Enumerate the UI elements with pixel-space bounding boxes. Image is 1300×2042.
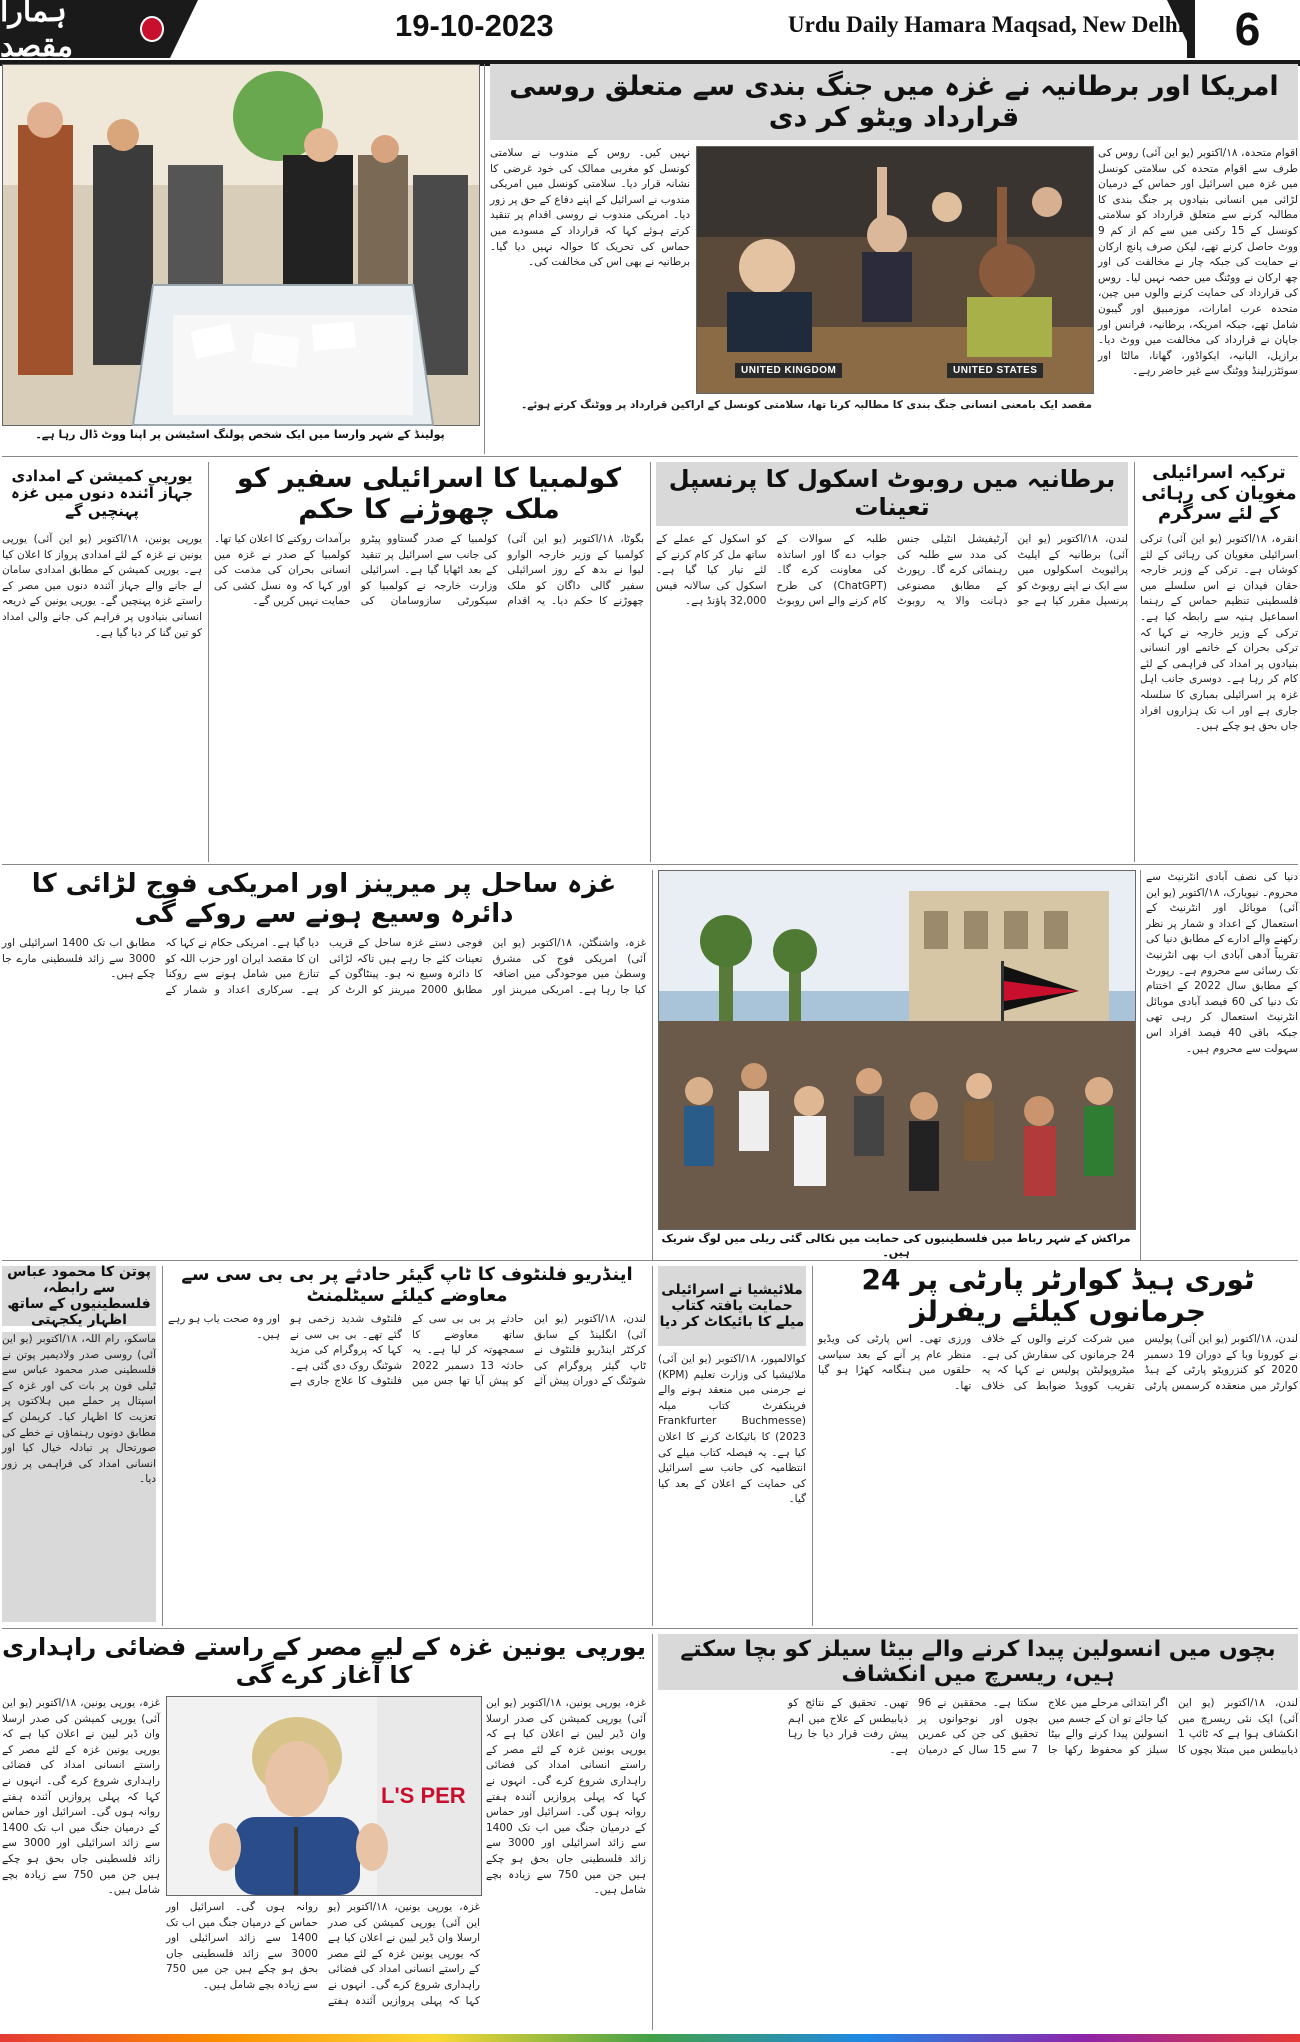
putin-body: ماسکو، رام اللہ، ۱۸/اکتوبر (یو این آئی) روسی صدر ولادیمیر پوتن نے فلسطینی صدر محمود عباس سے ٹیلی فون پر بات کی اور غزہ کے اسپتال پر حملے میں ہلاکتوں پر تعزیت کا اظہار کیا۔ کریملن کے مطابق دونوں رہنماؤں نے خطے کی صورتحال پر تبادلہ خیال کیا اور انسانی امداد کی فراہمی پر زور دیا۔ — [2, 1332, 156, 1622]
paper-name: Urdu Daily Hamara Maqsad, New Delhi — [788, 12, 1185, 37]
issue-date: 19-10-2023 — [395, 8, 554, 43]
veto-body-col1: اقوام متحدہ، ۱۸/اکتوبر (یو این آئی) روس کی طرف سے اقوام متحدہ کی سلامتی کونسل میں غزہ میں اسرائیل اور حماس کے درمیان لڑائی میں انسانی بنیادوں پر جنگ بندی کا مطالبہ کرنے سے متعلق قرارداد کو سلامتی کونسل کے 15 رکنی میں سے کم از کم 9 ووٹ حاصل کرنے تھے، لیکن صرف پانچ ارکان نے حمایت کی جبکہ چار نے مخالفت کی اور چھ ارکان نے ووٹنگ میں حصہ نہیں لیا۔ روس کی قرارداد کی حمایت کرنے والوں میں چین، متحدہ عرب امارات، موزمبیق اور گیبون شامل تھے، جبکہ امریکہ، برطانیہ، فرانس اور جاپان نے قرارداد کی مخالفت میں ووٹ دیا۔ برازیل، البانیہ، ایکواڈور، گھانا، مالٹا اور سوئٹزرلینڈ ووٹنگ سے غیر حاضر رہے۔ — [1098, 147, 1299, 378]
insulin-headline: بچوں میں انسولین پیدا کرنے والے بیٹا سیلز کو بچا سکتے ہیں، ریسرچ میں انکشاف — [658, 1634, 1298, 1690]
column-rule — [812, 1266, 813, 1626]
eu-corridor-body-left: غزہ، یورپی یونین، ۱۸/اکتوبر (یو این آئی) یورپی کمیشن کی صدر ارسلا وان ڈیر لیین نے اعلان کیا ہے کہ یورپی یونین غزہ کے لئے مصر کے راستے انسانی امداد کی فضائی راہداری شروع کرے گی۔ انہوں نے کہا کہ پہلی پروازیں آئندہ ہفتے روانہ ہوں گی۔ اسرائیل اور حماس کے درمیان جنگ میں اب تک 1400 سے زائد اسرائیلی اور 3000 سے زائد فلسطینی جاں بحق ہو چکے ہیں جن میں 750 سے زیادہ بچے شامل ہیں۔ — [2, 1697, 160, 1897]
colombia-headline: کولمبیا کا اسرائیلی سفیر کو ملک چھوڑنے کا حکم — [236, 462, 622, 525]
eu-corridor-body-bottom: غزہ، یورپی یونین، ۱۸/اکتوبر (یو این آئی) یورپی کمیشن کی صدر ارسلا وان ڈیر لیین نے اعلان کیا ہے کہ یورپی یونین غزہ کے لئے مصر کے راستے انسانی امداد کی فضائی راہداری شروع کرے گی۔ انہوں نے کہا کہ پہلی پروازیں آئندہ ہفتے روانہ ہوں گی۔ اسرائیل اور حماس کے درمیان جنگ میں اب تک 1400 سے زائد اسرائیلی اور 3000 سے زائد فلسطینی جاں بحق ہو چکے ہیں جن میں 750 سے زیادہ بچے شامل ہیں۔ — [166, 1901, 481, 2007]
eu-ships-headline: یورپی کمیشن کے امدادی جہاز آئندہ دنوں میں غزہ پہنچیں گے — [11, 467, 193, 520]
logo-text: ہمارا مقصد — [0, 0, 74, 64]
robot-body: لندن، ۱۸/اکتوبر (یو این آئی) برطانیہ کے ایلیٹ پرائیویٹ اسکولوں میں سے ایک نے اپنے روبوٹ کو پرنسپل مقرر کیا ہے جو آرٹیفیشل انٹیلی جنس کی مدد سے طلبہ کی رہنمائی کرے گا۔ رپورٹ کے مطابق مصنوعی ذہانت والا یہ روبوٹ طلبہ کے سوالات کے جواب دے گا اور اساتذہ کی معاونت کرے گا۔ (ChatGPT) کی طرح کام کرنے والے اس روبوٹ کو اسکول کے عملے کے ساتھ مل کر کام کرنے کے لئے تیار کیا گیا ہے۔ اسکول کی سالانہ فیس 32,000 پاؤنڈ ہے۔ — [656, 533, 1128, 608]
nameplate-us: UNITED STATES — [947, 363, 1043, 378]
morocco-photo-caption: مراکش کے شہر رباط میں فلسطینیوں کی حمایت میں نکالی گئی ریلی میں لوگ شریک ہیں۔ — [661, 1232, 1131, 1259]
bbc-headline: اینڈریو فلنٹوف کا ٹاپ گیئر حادثے پر بی بی سی سے معاوضے کیلئے سیٹلمنٹ — [181, 1264, 633, 1306]
morocco-rally-photo — [658, 870, 1136, 1230]
turkey-body: انقرہ، ۱۸/اکتوبر (یو این آئی) ترکی اسرائیلی مغویان کی رہائی کے لئے کوشاں ہے۔ ترکی کے وزیر خارجہ حقان فیدان نے اس سلسلے میں فلسطینی تنظیم حماس کے رہنما اسماعیل ہنیہ سے رابطہ کیا ہے۔ ترکی کے وزیر خارجہ نے کہا کہ ترکی بحران کے خاتمے اور انسانی بنیادوں پر امداد کی فراہمی کے لئے کام کر رہا ہے۔ دوسری جانب اہل غزہ پر اسرائیلی بمباری کا سلسلہ جاری ہے اور اب تک ہزاروں افراد جاں بحق ہو چکے ہیں۔ — [1140, 533, 1298, 733]
insulin-body: لندن، ۱۸/اکتوبر (یو این آئی) ایک نئی ریسرچ میں انکشاف ہوا ہے کہ ٹائپ 1 ذیابیطس میں مبتلا بچوں کا اگر ابتدائی مرحلے میں علاج کیا جائے تو ان کے جسم میں انسولین پیدا کرنے والے بیٹا سیلز کو محفوظ رکھا جا سکتا ہے۔ محققین نے 96 بچوں اور نوجوانوں پر تحقیق کی جن کی عمریں 7 سے 15 سال کے درمیان تھیں۔ تحقیق کے نتائج کو ذیابیطس کے علاج میں اہم پیش رفت قرار دیا جا رہا ہے۔ — [788, 1697, 1298, 1756]
poland-photo-caption: پولینڈ کے شہر وارسا میں ایک شخص پولنگ اسٹیشن پر اپنا ووٹ ڈال رہا ہے۔ — [35, 428, 445, 441]
veto-caption-text: مقصد ایک بامعنی انسانی جنگ بندی کا مطالبہ کرنا تھا، سلامتی کونسل کے اراکین قرارداد پر ووٹنگ کرتے ہوئے۔ — [521, 399, 1092, 411]
column-rule — [652, 1634, 653, 2030]
veto-body-col3: نہیں کیں۔ روس کے مندوب نے سلامتی کونسل کو مغربی ممالک کی خود غرضی کا نشانہ قرار دیا۔ سلامتی کونسل میں امریکی مندوب نے اسرائیل کے اپنے دفاع کے حق پر زور دیا۔ امریکی مندوب نے روسی اقدام پر تنقید کرتے ہوئے کہا کہ قرارداد کے مسودے میں حماس کی تحریک کا حوالہ نہیں دیا گیا۔ برطانیہ نے بھی اس کی مخالفت کی۔ — [490, 147, 690, 269]
clash-headline: غزہ ساحل پر میرینز اور امریکی فوج لڑائی کا دائرہ وسیع ہونے سے روکے گی — [31, 869, 617, 929]
photo-background-sign: L'S PER — [381, 1783, 466, 1808]
row-rule — [2, 1628, 1298, 1629]
masthead-divider — [170, 0, 198, 58]
robot-headline: برطانیہ میں روبوٹ اسکول کا پرنسپل تعینات — [656, 462, 1128, 526]
bbc-body: لندن، ۱۸/اکتوبر (یو این آئی) انگلینڈ کے سابق کرکٹر اینڈریو فلنٹوف نے ٹاپ گیئر پروگرام کی شوٹنگ کے دوران پیش آئے حادثے پر بی بی سی کے ساتھ معاوضے کا سمجھوتہ کر لیا ہے۔ یہ حادثہ 13 دسمبر 2022 کو پیش آیا تھا جس میں فلنٹوف شدید زخمی ہو گئے تھے۔ بی بی سی نے کہا کہ پروگرام کی مزید شوٹنگ روک دی گئی ہے۔ فلنٹوف کا علاج جاری ہے اور وہ صحت یاب ہو رہے ہیں۔ — [168, 1313, 646, 1388]
turkey-headline: ترکیہ اسرائیلی مغویان کی رہائی کے لئے سرگرم — [1141, 461, 1297, 525]
row-rule — [2, 456, 1298, 457]
security-council-vote-photo — [696, 146, 1094, 394]
eu-corridor-headline: یورپی یونین غزہ کے لیے مصر کے راستے فضائی راہداری کا آغاز کرے گی — [2, 1633, 646, 1689]
eu-ships-body: یورپی یونین، ۱۸/اکتوبر (یو این آئی) یورپی یونین نے غزہ کے لئے امدادی پرواز کا اعلان کیا ہے۔ یورپی کمیشن کے مطابق امدادی سامان لے جانے والے جہاز آئندہ دنوں میں مصر کے راستے غزہ پہنچیں گے۔ یورپی یونین کے ذریعہ انسانی بنیادوں پر فراہم کی جانے والی امداد کو تین گنا کر دیا گیا ہے۔ — [2, 533, 202, 639]
von-der-leyen-photo — [166, 1696, 482, 1896]
putin-headline: پوتن کا محمود عباس سے رابطہ، فلسطینیوں کے ساتھ اظہار یکجہتی — [2, 1266, 156, 1326]
malaysia-headline: ملائیشیا نے اسرائیلی حمایت یافتہ کتاب میلے کا بائیکاٹ کر دیا — [658, 1266, 806, 1346]
column-rule — [208, 462, 209, 862]
tory-headline: ٹوری ہیڈ کوارٹر پارٹی پر 24 جرمانوں کیلئے ریفرلز — [861, 1262, 1255, 1328]
veto-headline: امریکا اور برطانیہ نے غزہ میں جنگ بندی سے متعلق روسی قرارداد ویٹو کر دی — [490, 64, 1298, 140]
newspaper-logo[interactable] — [0, 0, 170, 64]
column-rule — [162, 1266, 163, 1626]
colombia-body: بگوٹا، ۱۸/اکتوبر (یو این آئی) کولمبیا کے وزیر خارجہ الوارو لیوا نے بدھ کے روز اسرائیلی سفیر گالی داگان کو ملک چھوڑنے کا حکم دیا۔ یہ اقدام کولمبیا کے صدر گستاوو پیٹرو کی جانب سے اسرائیل پر تنقید کے بعد اٹھایا گیا ہے۔ اسرائیلی وزارت خارجہ نے کولمبیا کو سیکورٹی سازوسامان کی برآمدات روکنے کا اعلان کیا تھا۔ کولمبیا کے صدر نے غزہ میں انسانی بحران کی مذمت کی اور کہا کہ وہ نسل کشی کی حمایت نہیں کریں گے۔ — [214, 533, 644, 608]
column-rule — [650, 462, 651, 862]
column-rule — [484, 64, 485, 454]
internet-body: دنیا کی نصف آبادی انٹرنیٹ سے محروم۔ نیویارک، ۱۸/اکتوبر (یو این آئی) موبائل اور انٹرنیٹ کے استعمال کے اعداد و شمار پر نظر رکھنے والے ادارے کے مطابق دنیا کی تقریباً آدھی آبادی اب بھی انٹرنیٹ تک رسائی سے محروم ہے۔ رپورٹ کے مطابق سال 2022 کے اختتام تک دنیا کی 60 فیصد آبادی موبائل انٹرنیٹ استعمال کر رہی تھی جبکہ باقی 40 فیصد افراد اس سہولت سے محروم ہیں۔ — [1146, 871, 1298, 1055]
malaysia-body: کوالالمپور، ۱۸/اکتوبر (یو این آئی) ملائیشیا کی وزارت تعلیم (KPM) نے جرمنی میں منعقد ہونے والے فرینکفرٹ کتاب میلہ (Frankfurter Buchmesse 2023) کا بائیکاٹ کرنے کا اعلان کیا ہے۔ یہ فیصلہ کتاب میلے کی انتظامیہ کی جانب سے اسرائیل کی حمایت کے اعلان کے بعد کیا گیا۔ — [658, 1353, 806, 1506]
clash-body: غزہ، واشنگٹن، ۱۸/اکتوبر (یو این آئی) امریکی فوج کی مشرق وسطیٰ میں موجودگی میں اضافہ کیا جا رہا ہے۔ امریکی میرینز اور فوجی دستے غزہ ساحل کے قریب تعینات کئے جا رہے ہیں تاکہ لڑائی کا دائرہ وسیع نہ ہو۔ پینٹاگون کے مطابق 2000 میرینز کو الرٹ کر دیا گیا ہے۔ امریکی حکام نے کہا کہ ان کا مقصد ایران اور حزب اللہ کو تنازع میں شامل ہونے سے روکنا ہے۔ سرکاری اعداد و شمار کے مطابق اب تک 1400 اسرائیلی اور 3000 سے زائد فلسطینی مارے جا چکے ہیں۔ — [2, 937, 646, 996]
page-number: 6 — [1187, 0, 1300, 58]
column-rule — [1134, 462, 1135, 862]
eu-corridor-body-right: غزہ، یورپی یونین، ۱۸/اکتوبر (یو این آئی) یورپی کمیشن کی صدر ارسلا وان ڈیر لیین نے اعلان کیا ہے کہ یورپی یونین غزہ کے لئے مصر کے راستے انسانی امداد کی فضائی راہداری شروع کرے گی۔ انہوں نے کہا کہ پہلی پروازیں آئندہ ہفتے روانہ ہوں گی۔ اسرائیل اور حماس کے درمیان جنگ میں اب تک 1400 سے زائد اسرائیلی اور 3000 سے زائد فلسطینی جاں بحق ہو چکے ہیں جن میں 750 سے زیادہ بچے شامل ہیں۔ — [486, 1697, 647, 1897]
column-rule — [652, 870, 653, 1260]
logo-emblem-icon — [140, 16, 164, 42]
column-rule — [1140, 870, 1141, 1260]
bottom-color-stripe — [0, 2034, 1300, 2042]
column-rule — [652, 1266, 653, 1626]
nameplate-uk: UNITED KINGDOM — [735, 363, 842, 378]
masthead — [0, 0, 1300, 66]
poland-voting-photo — [2, 64, 480, 426]
tory-body: لندن، ۱۸/اکتوبر (یو این آئی) پولیس نے کورونا وبا کے دوران 19 دسمبر 2020 کو کنزرویٹو پارٹی کے ہیڈ کوارٹر میں منعقدہ کرسمس پارٹی میں شرکت کرنے والوں کے خلاف 24 جرمانوں کی سفارش کی ہے۔ میٹروپولیٹن پولیس نے کہا کہ یہ تقریب کوویڈ ضوابط کی خلاف ورزی تھی۔ اس پارٹی کی ویڈیو منظر عام پر آنے کے بعد سیاسی حلقوں میں ہنگامہ کھڑا ہو گیا تھا۔ — [818, 1333, 1298, 1392]
row-rule — [2, 864, 1298, 865]
row-rule — [2, 1260, 1298, 1261]
